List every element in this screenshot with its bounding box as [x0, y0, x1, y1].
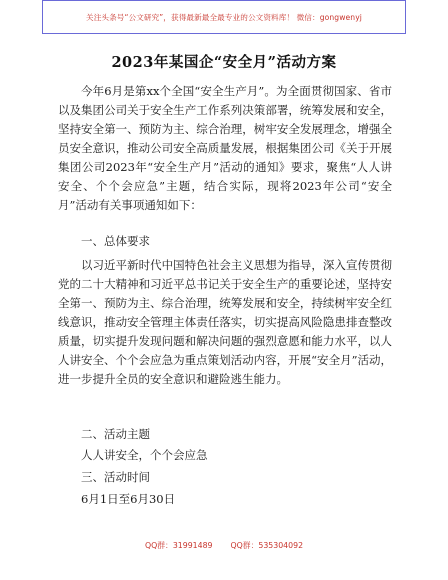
section-heading-activity-time: 三、活动时间: [81, 470, 150, 484]
activity-theme-text: 人人讲安全，个个会应急: [81, 448, 208, 462]
promo-banner: [42, 0, 406, 34]
footer-contacts: [0, 540, 448, 556]
footer-qq-group-2: QQ群：535304092: [230, 541, 304, 550]
section-heading-activity-theme: 二、活动主题: [81, 427, 150, 441]
promo-banner-text: 关注头条号“公文研究”，获得最新最全最专业的公文资料库！ 微信：gongwenyj: [86, 12, 362, 22]
footer-qq-group-1: QQ群：31991489: [144, 541, 213, 550]
document-title: 2023年某国企“安全月”活动方案: [111, 54, 337, 71]
intro-paragraph: 今年6月是第xx个全国“安全生产月”。为全面贯彻国家、省市以及集团公司关于安全生产工作系列决策部署，统筹发展和安全，坚持安全第一、预防为主、综合治理，树牢安全发展理念，增强全员安全意识，推动公司安全高质量发展，根据集团公司《关于开展集团公司2023年“安全生产月”活动的通知》要求，聚焦“人人讲安全、个个会应急”主题，结合实际，现将2023年公司“安全月”活动有关事项通知如下：: [58, 84, 392, 212]
general-requirements-paragraph: 以习近平新时代中国特色社会主义思想为指导，深入宣传贯彻党的二十大精神和习近平总书记关于安全生产的重要论述，坚持安全第一、预防为主、综合治理，统筹发展和安全，持续树牢安全红线意识，推动安全管理主体责任落实，切实提高风险隐患排查整改质量，切实提升发现问题和解决问题的强烈意愿和能力水平，以人人讲安全、个个会应急为重点策划活动内容，开展“安全月”活动，进一步提升全员的安全意识和避险逃生能力。: [58, 258, 392, 386]
section-heading-general-requirements: 一、总体要求: [81, 234, 150, 248]
activity-time-text: 6月1日至6月30日: [81, 492, 176, 506]
